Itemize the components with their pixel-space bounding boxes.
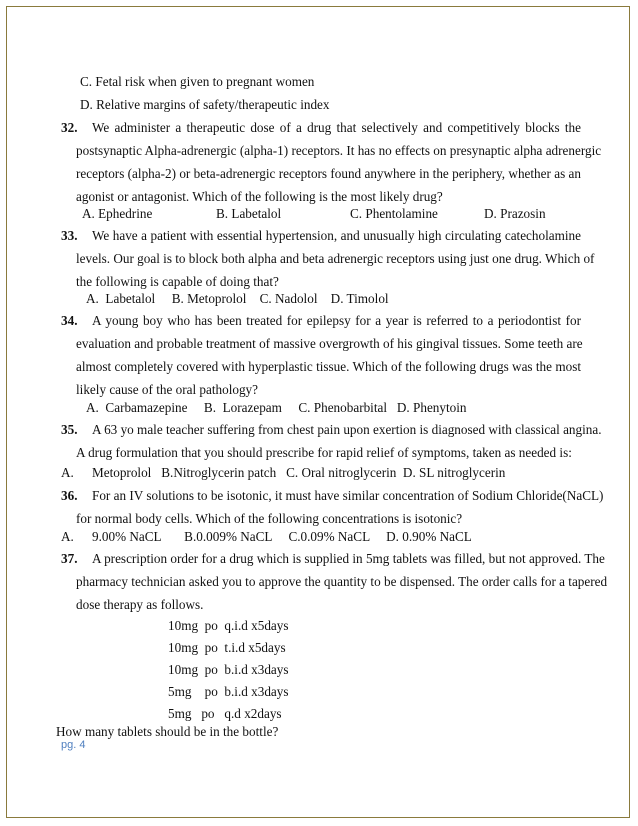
- q37-dose-2: 10mg po t.i.d x5days: [168, 640, 286, 655]
- q36-option-prefix: A.: [61, 529, 74, 544]
- question-number-35: 35.: [61, 422, 78, 437]
- q33-options: A. Labetalol B. Metoprolol C. Nadolol D. Timolol: [86, 291, 389, 306]
- question-number-36: 36.: [61, 488, 78, 503]
- question-number-34: 34.: [61, 313, 78, 328]
- q33-line-1: We have a patient with essential hypertension, and unusually high circulating catecholamine: [92, 228, 581, 243]
- question-number-33: 33.: [61, 228, 78, 243]
- question-number-32: 32.: [61, 120, 78, 135]
- q36-line-1: For an IV solutions to be isotonic, it must have similar concentration of Sodium Chloride(NaCL): [92, 488, 604, 503]
- q32-option-c: C. Phentolamine: [350, 206, 438, 221]
- q34-line-4: likely cause of the oral pathology?: [76, 382, 258, 397]
- q31-option-d: D. Relative margins of safety/therapeutic index: [80, 97, 330, 112]
- q31-option-c: C. Fetal risk when given to pregnant women: [80, 74, 315, 89]
- q37-dose-5: 5mg po q.d x2days: [168, 706, 282, 721]
- q32-option-b: B. Labetalol: [216, 206, 282, 221]
- q34-options: A. Carbamazepine B. Lorazepam C. Phenobarbital D. Phenytoin: [86, 400, 467, 415]
- page-number: pg. 4: [61, 739, 86, 751]
- q34-line-1: A young boy who has been treated for epilepsy for a year is referred to a periodontist for: [92, 313, 581, 328]
- q33-line-2: levels. Our goal is to block both alpha and beta adrenergic receptors using just one drug. Which of: [76, 251, 595, 266]
- q35-line-2: A drug formulation that you should prescribe for rapid relief of symptoms, taken as needed is:: [76, 445, 572, 460]
- q37-line-1: A prescription order for a drug which is supplied in 5mg tablets was filled, but not approved. The: [92, 551, 605, 566]
- question-number-37: 37.: [61, 551, 78, 566]
- q32-line-2: postsynaptic Alpha-adrenergic (alpha-1) receptors. It has no effects on presynaptic alpha adrenergic: [76, 143, 602, 158]
- q35-line-1: A 63 yo male teacher suffering from chest pain upon exertion is diagnosed with classical angina.: [92, 422, 602, 437]
- q32-option-d: D. Prazosin: [484, 206, 546, 221]
- q36-line-2: for normal body cells. Which of the following concentrations is isotonic?: [76, 511, 463, 526]
- q37-line-2: pharmacy technician asked you to approve the quantity to be dispensed. The order calls for a tapered: [76, 574, 608, 589]
- q35-options: Metoprolol B.Nitroglycerin patch C. Oral nitroglycerin D. SL nitroglycerin: [92, 465, 506, 480]
- q34-line-2: evaluation and probable treatment of massive overgrowth of his gingival tissues. Some teeth are: [76, 336, 583, 351]
- q37-closing-question: How many tablets should be in the bottle?: [56, 724, 279, 739]
- q32-line-1: We administer a therapeutic dose of a drug that selectively and competitively blocks the: [92, 120, 581, 135]
- q32-option-a: A. Ephedrine: [82, 206, 153, 221]
- q35-option-prefix: A.: [61, 465, 74, 480]
- q32-line-3: receptors (alpha-2) or beta-adrenergic receptors found anywhere in the periphery, whether as an: [76, 166, 581, 181]
- q37-dose-4: 5mg po b.i.d x3days: [168, 684, 289, 699]
- q37-dose-3: 10mg po b.i.d x3days: [168, 662, 289, 677]
- q33-line-3: the following is capable of doing that?: [76, 274, 279, 289]
- q37-line-3: dose therapy as follows.: [76, 597, 204, 612]
- q34-line-3: almost completely covered with hyperplastic tissue. Which of the following drugs was the most: [76, 359, 581, 374]
- q32-line-4: agonist or antagonist. Which of the following is the most likely drug?: [76, 189, 443, 204]
- q37-dose-1: 10mg po q.i.d x5days: [168, 618, 289, 633]
- q36-options: 9.00% NaCL B.0.009% NaCL C.0.09% NaCL D. 0.90% NaCL: [92, 529, 472, 544]
